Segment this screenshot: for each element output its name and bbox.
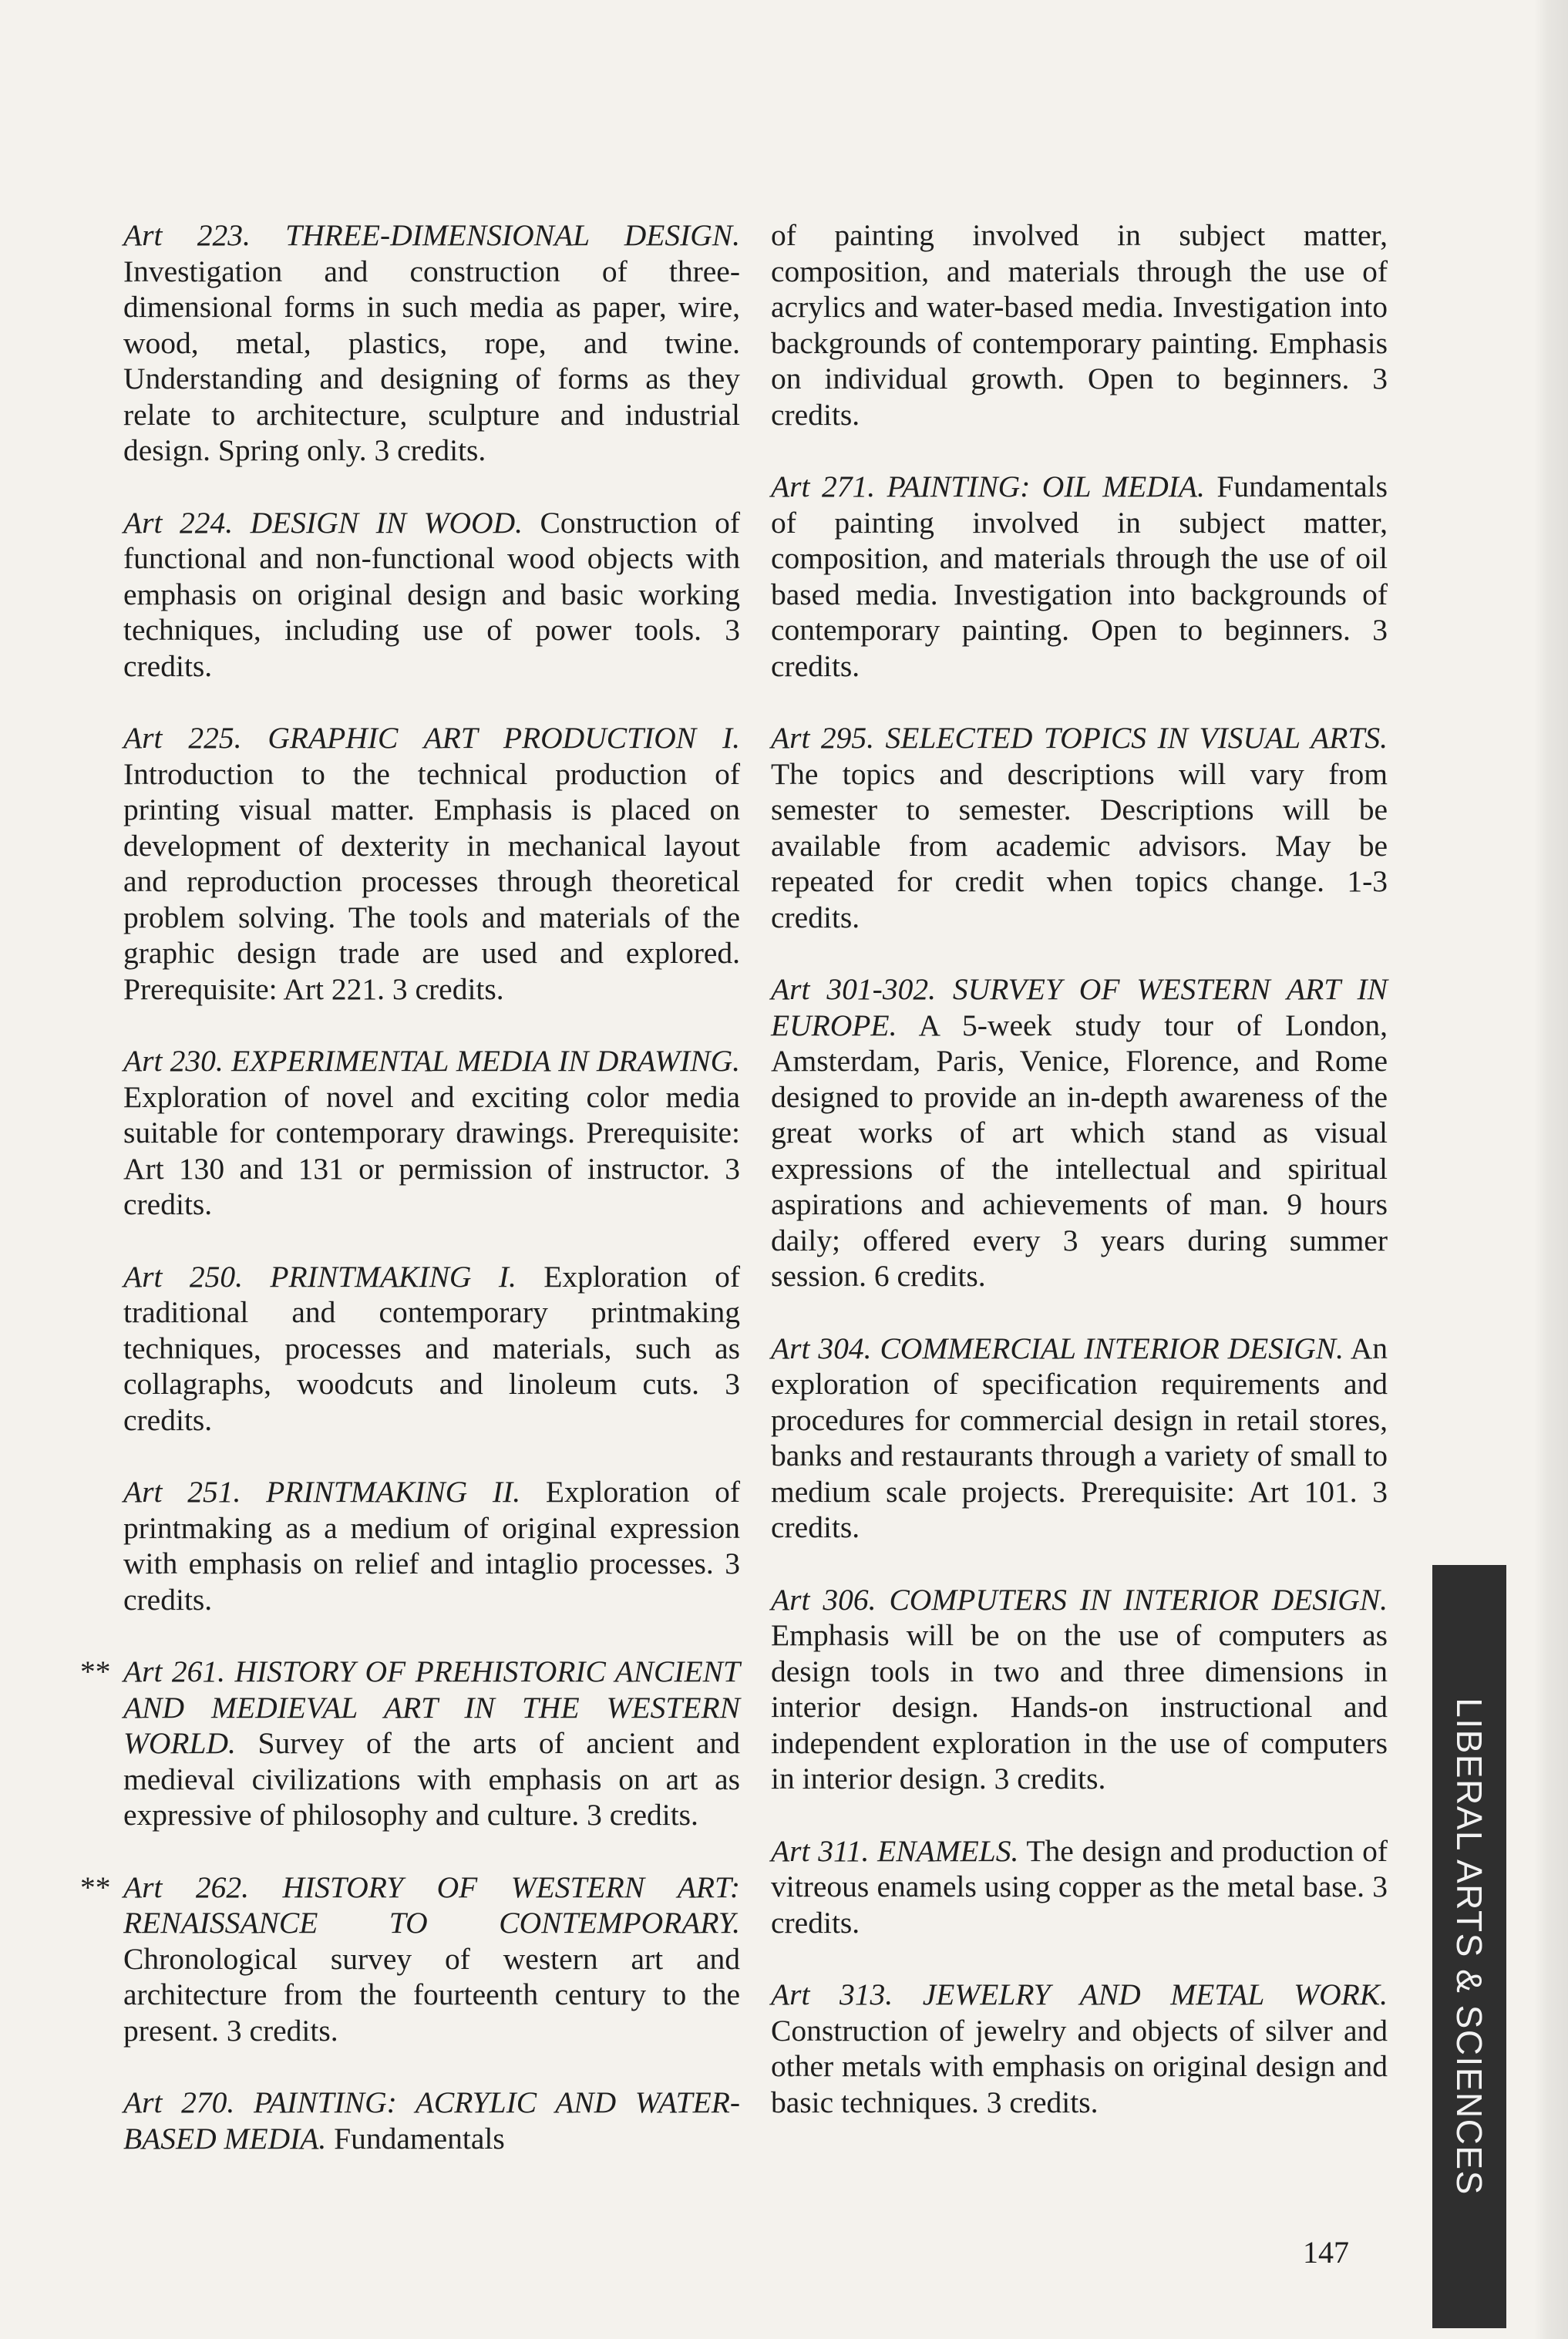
right-column [771,217,1388,2156]
footnote-marker: ** [80,1654,111,1688]
course-title: Art 271. PAINTING: OIL MEDIA. [771,469,1205,503]
left-column [80,217,741,2193]
course-title: Art 224. DESIGN IN WOOD. [123,505,523,540]
section-tab [1432,1565,1506,2328]
course-description: Exploration of traditional and contemporary printmaking techniques, processes and materials, such as collagraphs, woodcuts and linoleum cuts. 3 credits. [123,1259,740,1437]
course-description: Chronological survey of western art and architecture from the fourteenth century to the present. 3 credits. [123,1941,740,2048]
course-entry [771,469,1388,684]
course-description: Survey of the arts of ancient and medieval civilizations with emphasis on art as expressive of philosophy and culture. 3 credits. [123,1726,741,1832]
course-description: Exploration of novel and exciting color media suitable for contemporary drawings. Prerequisite: Art 130 and 131 or permission of instructor. 3 credits. [123,1079,740,1221]
course-title: Art 311. ENAMELS. [771,1833,1019,1868]
course-entry [123,1043,740,1223]
page-number: 147 [1303,2235,1349,2270]
course-description: of painting involved in subject matter, composition, and materials through the use of acrylics and water-based media. Investigation into backgrounds of contemporary painting. Emphasis on individual growth. Open to beginners. 3 credits. [771,218,1388,432]
course-title: Art 250. PRINTMAKING I. [123,1259,516,1294]
course-title: Art 301-302. SURVEY OF WESTERN ART IN EUROPE. [771,972,1388,1042]
course-title: Art 230. EXPERIMENTAL MEDIA IN DRAWING. [123,1044,740,1078]
course-description: The topics and descriptions will vary from semester to semester. Descriptions will be available from academic advisors. May be repeated for credit when topics change. 1-3 credits. [771,756,1388,934]
page-edge-shadow [1534,0,1568,2339]
course-entry [771,1977,1388,2120]
course-title: Art 223. THREE-DIMENSIONAL DESIGN. [123,218,740,252]
course-description: Construction of functional and non-functional wood objects with emphasis on original design and basic working techniques, including use of power tools. 3 credits. [123,505,741,683]
course-title: Art 225. GRAPHIC ART PRODUCTION I. [123,721,740,755]
course-entry [123,1474,740,1617]
section-tab-label: LIBERAL ARTS & SCIENCES [1449,1698,1489,2196]
course-entry [771,1331,1388,1546]
course-title: Art 304. COMMERCIAL INTERIOR DESIGN. [771,1331,1344,1365]
course-description: Introduction to the technical production of printing visual matter. Emphasis is placed on development of dexterity in mechanical layout and reproduction processes through theoretical problem solving. The tools and materials of the graphic design trade are used and explored. Prerequisite: Art 221. 3 credits. [123,756,740,1006]
course-description: Fundamentals of painting involved in subject matter, composition, and materials through the use of oil based media. Investigation into backgrounds of contemporary painting. Open to beginners. 3 credits. [771,469,1388,683]
course-entry [771,720,1388,935]
course-entry-continued [771,217,1388,432]
course-entry [123,505,740,685]
course-entry [771,1833,1388,1941]
course-title: Art 295. SELECTED TOPICS IN VISUAL ARTS. [771,721,1388,755]
course-entry [123,217,740,469]
course-description: An exploration of specification requirements and procedures for commercial design in retail stores, banks and restaurants through a variety of small to medium scale projects. Prerequisite: Art 101. 3 credits. [771,1331,1388,1544]
course-title: Art 270. PAINTING: ACRYLIC AND WATER-BASED MEDIA. [123,2085,740,2156]
course-description: Construction of jewelry and objects of silver and other metals with emphasis on original design and basic techniques. 3 credits. [771,2013,1388,2119]
course-description: Emphasis will be on the use of computers as design tools in two and three dimensions in interior design. Hands-on instructional and independent exploration in the use of computers in interior design. 3 credits. [771,1618,1388,1795]
course-entry [771,1582,1388,1797]
course-title: Art 262. HISTORY OF WESTERN ART: RENAISSANCE TO CONTEMPORARY. [123,1870,740,1940]
course-entry [123,1259,740,1439]
course-entry [80,1870,740,2049]
course-description: Investigation and construction of three-dimensional forms in such media as paper, wire, wood, metal, plastics, rope, and twine. Understanding and designing of forms as they relate to architecture, sculpture and industrial design. Spring only. 3 credits. [123,254,740,467]
course-title: Art 251. PRINTMAKING II. [123,1475,521,1509]
course-entry [80,1654,741,1833]
course-entry [123,720,740,1007]
course-title: Art 313. JEWELRY AND METAL WORK. [771,1977,1388,2011]
course-entry [123,2085,740,2156]
course-entry [771,971,1388,1294]
course-title: Art 261. HISTORY OF PREHISTORIC ANCIENT AND MEDIEVAL ART IN THE WESTERN WORLD. [123,1654,740,1760]
course-title: Art 306. COMPUTERS IN INTERIOR DESIGN. [771,1582,1388,1617]
course-description: Fundamentals [334,2121,505,2156]
course-description: A 5-week study tour of London, Amsterdam, Paris, Venice, Florence, and Rome designed to provide an in-depth awareness of the great works of art which stand as visual expressions of the intellectual and spiritual aspirations and achievements of man. 9 hours daily; offered every 3 years during summer session. 6 credits. [771,1008,1388,1293]
course-description: Exploration of printmaking as a medium of original expression with emphasis on relief and intaglio processes. 3 credits. [123,1475,740,1617]
course-description: The design and production of vitreous enamels using copper as the metal base. 3 credits. [771,1833,1388,1940]
footnote-marker: ** [80,1870,111,1904]
